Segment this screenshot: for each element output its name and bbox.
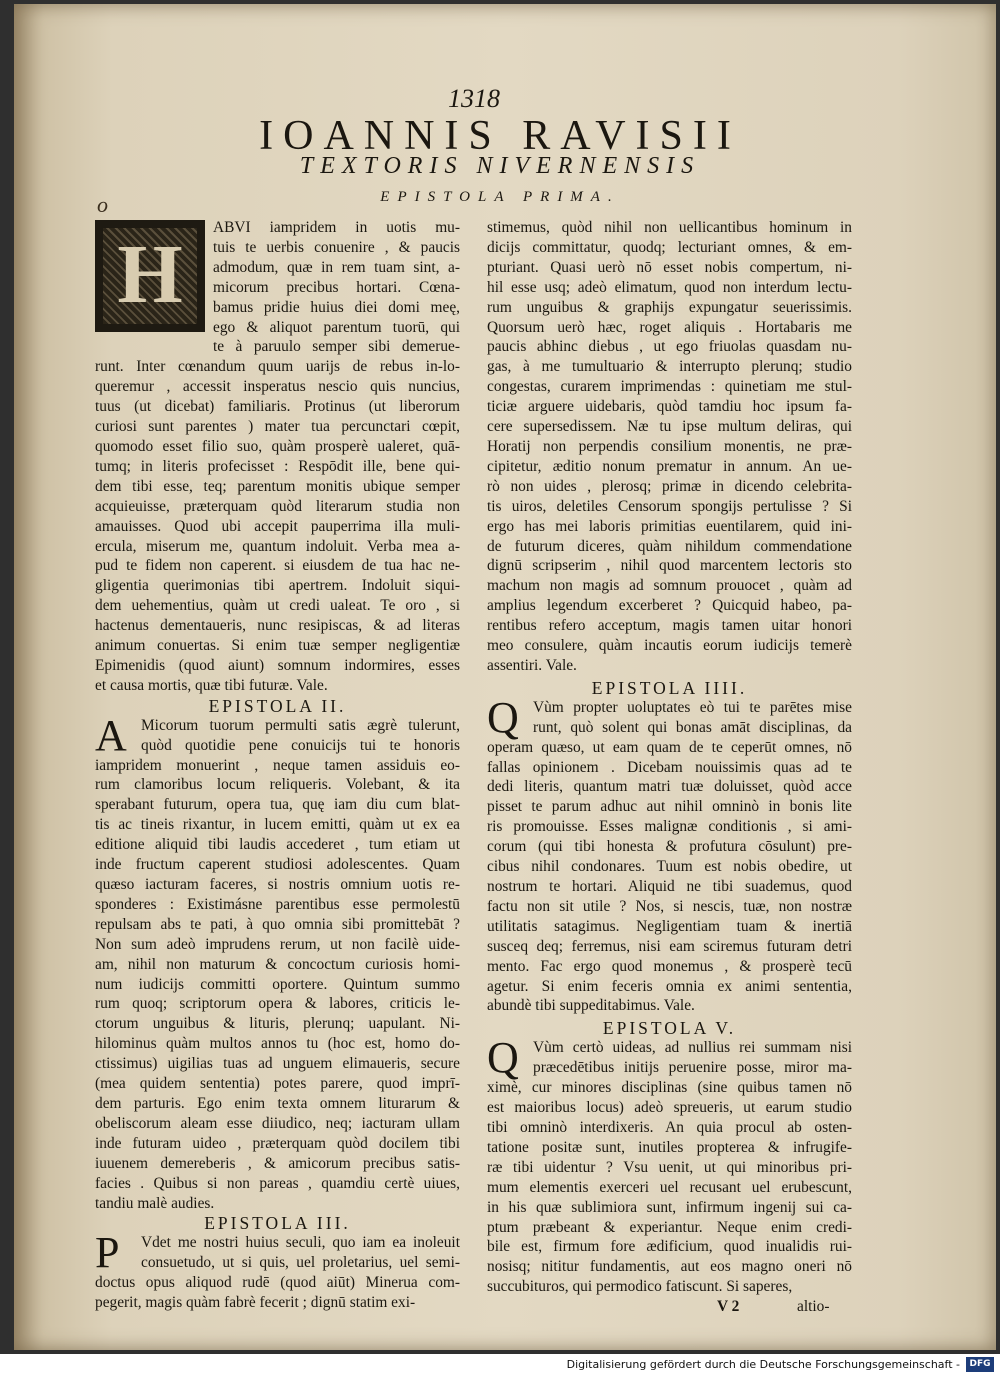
text-line: obeliscorum aleam esse diiudico, neq; iacturam ullam: [95, 1114, 460, 1132]
text-line: micorum precibus hortari. Cœna-: [213, 278, 460, 296]
text-line: succubituros, qui permodico fatiscunt. Si saperes,: [487, 1278, 793, 1296]
text-line: in his quæ sublimiora sunt, infirmum ingenij sui ca-: [487, 1198, 852, 1216]
text-line: ræ tibi uidentur ? Vsu uenit, ut qui minoribus pri-: [487, 1158, 852, 1176]
text-line: amplius legendum excerberet ? Quicquid habeo, pa-: [487, 597, 852, 615]
text-line: Horatij non perpendis consilium monentis, ne præ-: [487, 437, 852, 455]
text-line: Vùm certò uideas, ad nullius rei summam nisi: [533, 1039, 852, 1057]
heading-epistola-3: EPISTOLA III.: [204, 1213, 351, 1234]
text-line: gligentia querimonias tibi apertrem. Indoluit siqui-: [95, 577, 460, 595]
text-line: doctus opus aliquod rudē (quod aiūt) Minerua com-: [95, 1274, 460, 1292]
text-line: tatione positæ sunt, inutiles propterea & infrugife-: [487, 1138, 852, 1156]
title-subtitle: TEXTORIS NIVERNENSIS: [299, 153, 701, 179]
footer-bar: [0, 1354, 1000, 1376]
text-line: Quorsum uerò hæc, roget aliquis . Hortabaris me: [487, 318, 852, 336]
text-line: cere supersedissem. Næ tu ipse multum deliras, qui: [487, 418, 852, 436]
text-line: queremur , accessit insperatus nescio quis nuncius,: [95, 378, 460, 396]
heading-epistola-5: EPISTOLA V.: [602, 1018, 737, 1039]
text-line: consuetudo, ut si quis, uel proletarius, uel semi-: [141, 1254, 460, 1272]
text-line: ximè, cur minores disciplinas (sine quibus tamen nō: [487, 1079, 852, 1097]
text-line: runt, quò solent qui bonas amāt disciplinas, da: [533, 718, 852, 736]
text-line: præcedētibus initijs peruenire posse, miror ma-: [533, 1059, 852, 1077]
text-line: curiosi sunt parentes ) mater tua percunctari cœpit,: [95, 418, 460, 436]
title-epistola-prima: EPISTOLA PRIMA.: [380, 189, 620, 205]
text-line: rò non uides , plerosq; primæ in dicendo celebrita-: [487, 477, 852, 495]
text-line: operam quæso, ut eam quam de te ceperūt omnes, nō: [487, 738, 852, 756]
title-author: IOANNIS RAVISII: [259, 113, 741, 159]
text-line: tis uiros, deletiles Censorum spongijs pertulisse ? Si: [487, 497, 852, 515]
text-line: Epimenidis (quod aiunt) somnum indormires, esses: [95, 656, 460, 674]
text-line: animum conuertas. Si enim tuæ semper negligentiæ: [95, 637, 460, 655]
page-number: 1318: [448, 84, 500, 113]
text-line: runt. Inter cœnandum quum uarijs de rebus in-lo-: [95, 358, 460, 376]
text-line: rum unguibus & graphijs expungatur seuerissimis.: [487, 298, 852, 316]
initial-letter-P: P: [95, 1228, 120, 1278]
text-line: congestas, curarem imprimendas : quinetiam me stul-: [487, 378, 852, 396]
text-line: bile est, firmum fore ædificium, quod inualidis rui-: [487, 1238, 852, 1256]
text-line: te à paruulo semper sibi demerue-: [213, 338, 460, 356]
dfg-logo: DFG: [966, 1357, 994, 1372]
epistola-3-continued-text: [487, 218, 852, 676]
heading-epistola-2: EPISTOLA II.: [208, 695, 347, 716]
text-line: nostrum te hortari. Aliquid ne tibi suademus, quod: [487, 878, 852, 895]
text-line: tis ac tineis rixantur, in lucem emitti, quàm ut ex ea: [95, 816, 460, 834]
text-line: ercula, miserum me, quantum indoluit. Verba mea a-: [95, 537, 460, 555]
text-line: tuus (ut dicebat) familiaris. Protinus (ut liberorum: [95, 398, 460, 416]
text-line: quomodo esset filio suo, quàm prosperè ualeret, quā-: [95, 437, 460, 455]
heading-epistola-4: EPISTOLA IIII.: [591, 677, 748, 698]
text-line: (mea quidem sententia) potes parere, quod imprī-: [95, 1075, 460, 1093]
text-line: assentiri. Vale.: [487, 656, 577, 674]
funding-notice: Digitalisierung gefördert durch die Deutsche Forschungsgemeinschaft -: [566, 1358, 960, 1371]
text-line: cipitetur, æditio nonum prematur in annum. An ue-: [487, 457, 852, 475]
text-line: hilominus quàm multos annos tu (hoc est, homo do-: [95, 1035, 460, 1053]
text-line: et causa mortis, quæ tibi futuræ. Vale.: [95, 676, 328, 694]
initial-letter-Q: Q: [487, 692, 519, 742]
initial-letter-Q: Q: [487, 1033, 519, 1083]
text-line: inde futuram uideo , præterquam quòd docilem tibi: [95, 1134, 460, 1152]
text-line: est maioribus locus) adeò spreueris, ut earum studio: [487, 1099, 852, 1117]
signature-mark: V 2: [717, 1298, 740, 1316]
text-line: bamus pridie huius diei domi meę,: [213, 298, 460, 316]
text-line: ergo has mei laboris primitias euentilarem, quid ini-: [487, 517, 852, 535]
text-line: dem parturis. Ego enim texta omnem liturarum &: [95, 1094, 460, 1112]
text-line: am, nihil non maturum & concoctum curiosis homi-: [95, 955, 460, 973]
text-line: stimemus, quòd nihil non uellicantibus hominum in: [487, 219, 852, 236]
text-line: admodum, quæ in rem tuam sint, a-: [213, 258, 460, 276]
left-column: [95, 218, 460, 1313]
text-line: ctorum unguibus & lituris, plerunq; uapulant. Ni-: [95, 1015, 460, 1033]
text-line: ABVI iampridem in uotis mu-: [213, 219, 460, 236]
text-line: editione aliquid tibi laudis accederet , tum etiam ut: [95, 836, 460, 854]
text-line: amauisses. Quod ubi accepit pauperrima illa muli-: [95, 517, 460, 535]
epistola-4-text: [487, 692, 852, 1017]
margin-mark: o: [97, 192, 108, 217]
text-line: nosisq; nititur fundamentis, aut eos magno oneri nō: [487, 1258, 852, 1276]
text-line: corum (qui tibi honesta & profutura cōsulunt) pre-: [487, 838, 852, 856]
text-line: ticiæ arguere uidebaris, quòd tamdiu hoc ipsum fa-: [487, 398, 852, 416]
text-line: pegerit, magis quàm fabrè fecerit ; dignū statim exi-: [95, 1294, 416, 1312]
epistola-2-text: [95, 710, 460, 1214]
text-line: sperabant futurum, opera tua, quę iam diu cum blat-: [95, 796, 460, 814]
text-line: rum quoq; scriptorum opera & labores, criticis le-: [95, 995, 460, 1013]
text-line: facies . Quibus si non pareas , quamdiu certè uiues,: [95, 1174, 460, 1192]
catchword: altio-: [797, 1298, 830, 1316]
text-line: acquieuisse, præterquam quòd literarum studia non: [95, 497, 460, 515]
text-line: utilitatis satagimus. Negligentiam tuam & inertiā: [487, 917, 852, 935]
text-line: dem uehementius, quàm ut credi ualeat. Te oro , si: [95, 597, 460, 615]
text-line: machum non magis ad somnum prouocet , quàm ad: [487, 577, 852, 595]
text-line: fallas opinionem . Dicebam nouissimis quas ad te: [487, 758, 852, 776]
text-line: Vùm propter uoluptates eò tui te parētes mise: [533, 698, 852, 716]
text-line: iuuenem demereberis , & amicorum precibus satis-: [95, 1154, 460, 1172]
text-line: mum elementis exerceri uel recusant uel erubescunt,: [487, 1178, 852, 1196]
epistola-1-text: [95, 218, 460, 696]
text-line: hil esse usq; adeò elimatum, quod non interdum lectu-: [487, 278, 852, 296]
text-line: pisset te parum adhuc aut nihil omninò in bonis lite: [487, 798, 852, 816]
text-line: inde fructum caperent studiosi adolescentes. Quam: [95, 856, 460, 874]
text-line: quòd quotidie pene conuicijs tui te honoris: [141, 736, 460, 754]
text-line: quæso iacturam faceres, si nostris omnium uotis re-: [95, 876, 460, 893]
text-line: ris promouisse. Esses malignæ conditionis , si ami-: [487, 818, 852, 836]
text-line: Micorum tuorum permulti satis ægrè tulerunt,: [141, 716, 460, 734]
text-line: meo consulere, quàm incautis eorum iudicijs temerè: [487, 637, 852, 655]
epistola-5-text: [487, 1033, 852, 1297]
text-line: hactenus dementaueris, nunc resipiscas, & ad literas: [95, 617, 460, 635]
text-line: dedi literis, quantum matri tuæ doluisset, quòd acce: [487, 778, 852, 796]
text-line: pturiant. Quasi uerò nō esset nobis compertum, ni-: [487, 258, 852, 276]
text-line: agetur. Si enim feceris omnia ex animi sententia,: [487, 977, 852, 995]
dropcap-letter: H: [117, 228, 183, 321]
text-line: dem tibi esse, teq; parentum monitis ubique semper: [95, 477, 460, 495]
text-line: iampridem monuerint , neque tamen assiduis eo-: [95, 756, 460, 774]
text-line: rum clamoribus locum reliqueris. Volebant, & ita: [95, 776, 460, 794]
text-line: Vdet me nostri huius seculi, quo iam ea inoleuit: [141, 1234, 460, 1252]
right-column: [487, 218, 852, 1317]
text-line: ego & aliquot parentum tuorū, qui: [213, 318, 460, 336]
text-line: de futurum diceres, quàm nihildum commendatione: [487, 537, 852, 555]
text-line: susceq deq; ferremus, nisi eam sciremus futuram detri: [487, 937, 852, 955]
text-line: mento. Fac ergo quod monemus , & prosperè tecū: [487, 957, 852, 975]
epistola-3-text: [95, 1228, 460, 1313]
text-line: ptum præbeant & experiantur. Neque enim credi-: [487, 1218, 852, 1236]
text-line: tuis te uerbis conuenire , & paucis: [213, 238, 460, 256]
text-line: gas, à me tumultuario & interrupto plerunq; studio: [487, 358, 852, 376]
text-line: cibus nihil condonares. Tuum est nobis obedire, ut: [487, 858, 852, 876]
text-line: abundè tibi suppeditabimus. Vale.: [487, 997, 695, 1015]
text-line: ctissimus) uigilias tuas ad unguem elimaueris, secure: [95, 1055, 460, 1073]
text-line: paucis abhinc diebus , ut ego friuolas quasdam nu-: [487, 338, 852, 356]
text-line: tandiu malè audies.: [95, 1194, 215, 1212]
text-line: rentibus refero acceptum, magis tamen uitar honori: [487, 617, 852, 635]
text-line: sponderes : Existimásne parentibus esse permolestū: [95, 895, 460, 913]
text-line: repulsam abs te pati, à quo omnia sibi promittebāt ?: [95, 915, 460, 933]
initial-letter-A: A: [95, 710, 127, 760]
text-line: dicijs committatur, quodq; lecturiant omnes, & em-: [487, 238, 852, 256]
text-line: tumq; in literis profecisset : Respōdit ille, bene qui-: [95, 457, 460, 475]
text-line: pud te fidem non caperent. si eiusdem de tua hac ne-: [95, 557, 460, 575]
text-line: tibi omninò interdixeris. An quia procul ab osten-: [487, 1118, 852, 1136]
text-line: Non sum adeò imprudens rerum, ut non facilè uide-: [95, 935, 460, 953]
text-line: factu non sit utile ? Nos, si nescis, tuæ, non nostræ: [487, 897, 852, 915]
text-line: num iudicijs committi oportere. Quintum summo: [95, 975, 460, 993]
text-line: dignū scripserim , nihil quod marcentem lectoris sto: [487, 557, 852, 575]
